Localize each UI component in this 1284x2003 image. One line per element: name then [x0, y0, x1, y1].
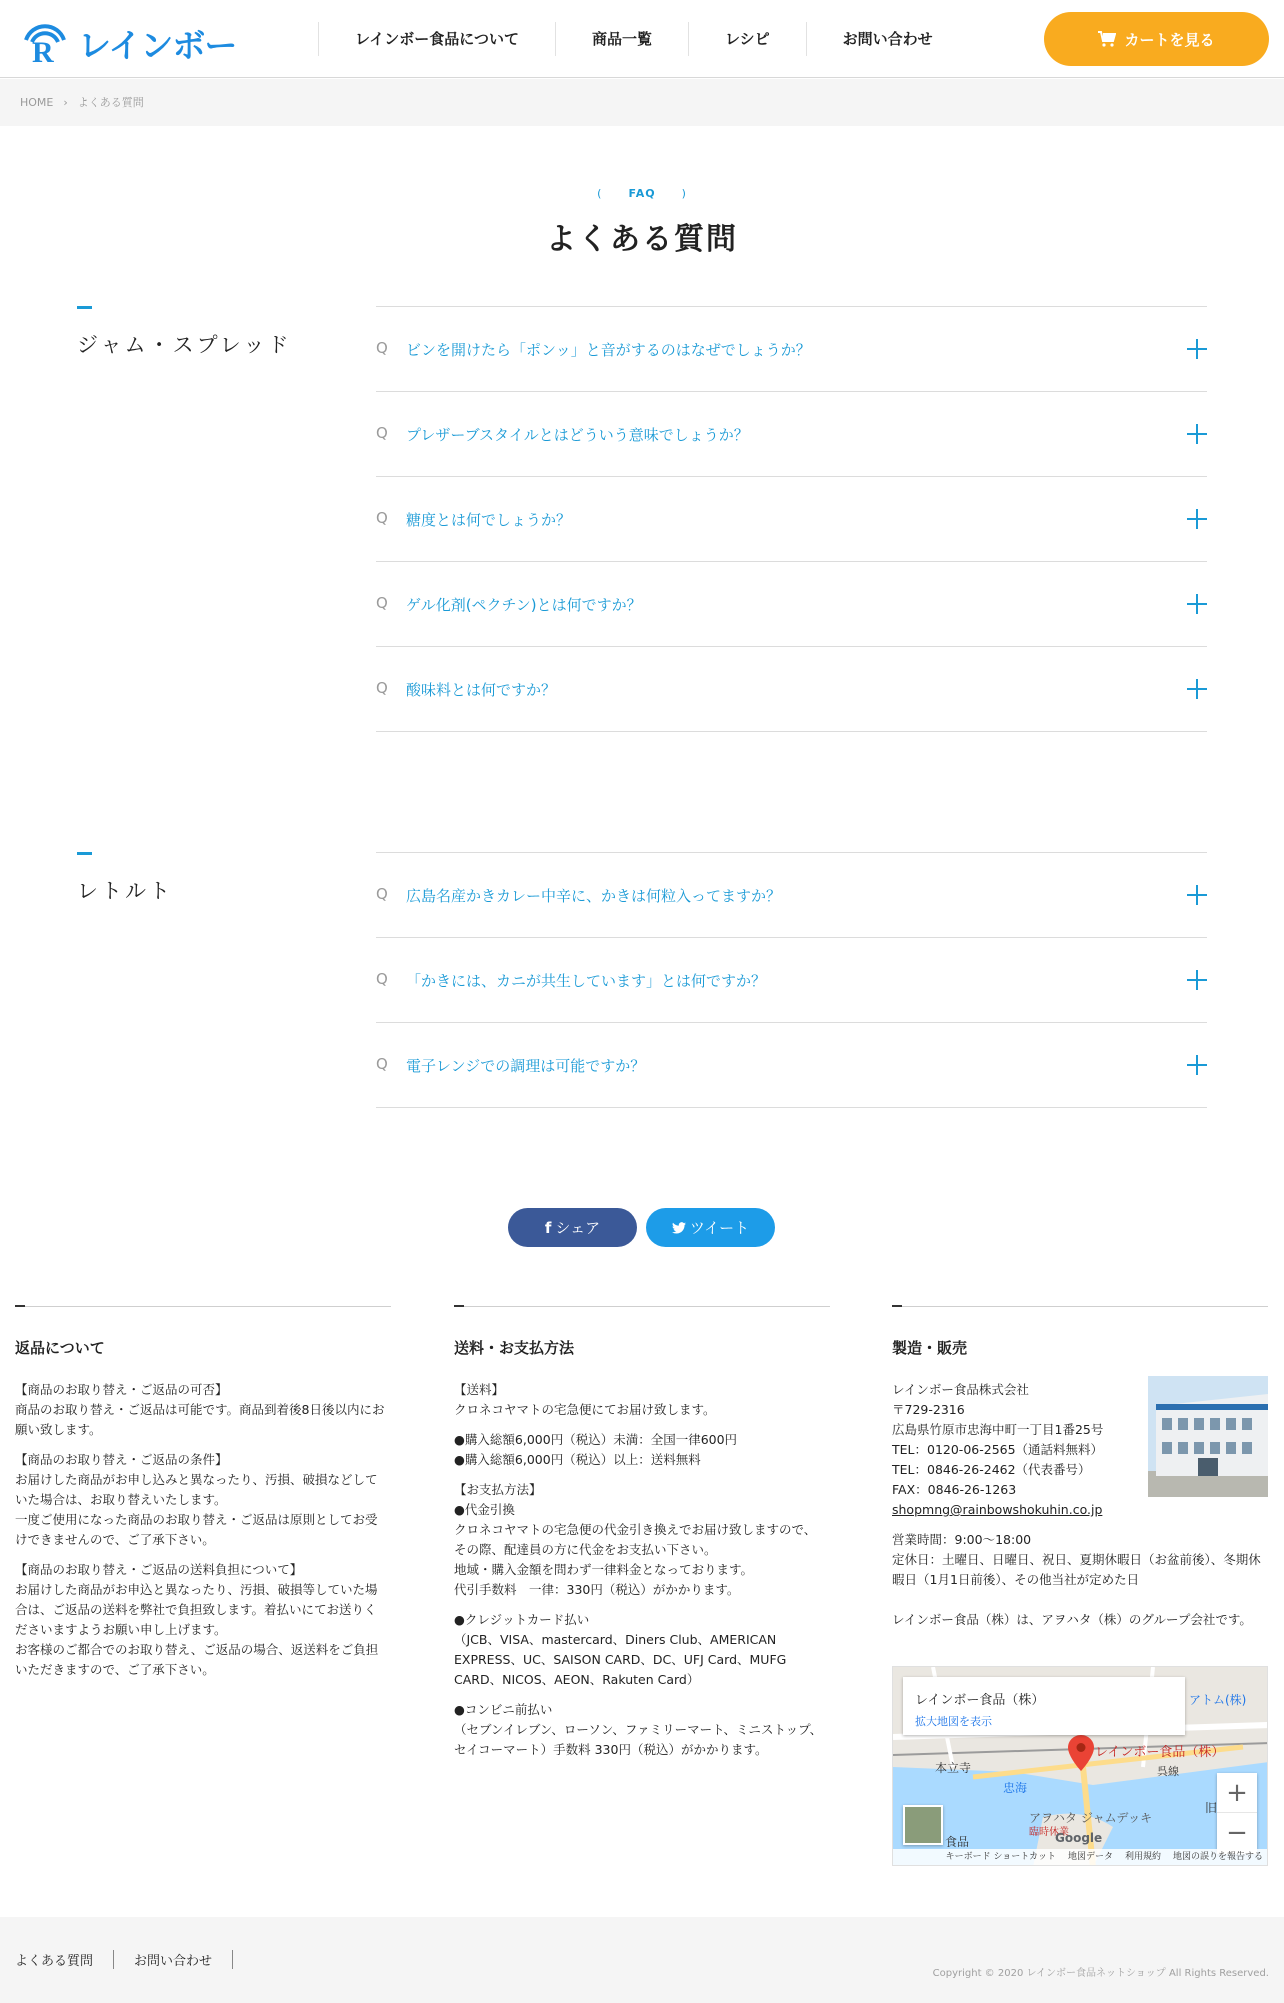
faq-item[interactable] — [376, 853, 1207, 938]
plus-icon[interactable] — [1187, 970, 1207, 990]
twitter-share-button[interactable] — [646, 1208, 775, 1247]
shipping-paragraph: ●購入総額6,000円（税込）未満：全国一律600円 ●購入総額6,000円（税込）以上：送料無料 — [454, 1432, 738, 1467]
bottom-link-contact[interactable]: お問い合わせ — [134, 1950, 233, 1969]
eyebrow-open: ( — [597, 187, 603, 200]
svg-text:R: R — [32, 36, 54, 64]
bottom-links — [15, 1950, 253, 1969]
map-pin-label: レインボー食品（株） — [1095, 1745, 1225, 1760]
map-label: 本立寺 — [935, 1761, 972, 1775]
chevron-right-icon: › — [63, 95, 68, 109]
map-label: 臨時休業 — [1029, 1827, 1069, 1838]
faq-item[interactable] — [376, 562, 1207, 647]
returns-paragraph: 【商品のお取り替え・ご返品の送料負担について】 お届けした商品がお申込と異なったり、汚損、破損等していた場合は、ご返品の送料を弊社で負担致します。着払いにてお送りくださいますようお願い申し上げます。 お客様のご都合でのお取り替え、ご返品の場合、返送料をご負担いただきますので、ご了承下さい。 — [15, 1562, 379, 1677]
plus-icon[interactable] — [1187, 424, 1207, 444]
faq-question[interactable]: プレザーブスタイルとはどういう意味でしょうか？ — [406, 426, 749, 444]
faq-question[interactable]: 「かきには、カニが共生しています」とは何ですか？ — [406, 972, 767, 990]
site-logo[interactable] — [20, 18, 240, 64]
fax: FAX：0846-26-1263 — [892, 1482, 1017, 1497]
map-label: アヲハタ ジャムデッキ — [1029, 1811, 1153, 1825]
q-mark: Q — [376, 594, 388, 612]
faq-question[interactable]: 電子レンジでの調理は可能ですか？ — [406, 1057, 646, 1075]
map-label: アトム(株) — [1189, 1693, 1247, 1707]
nav-products[interactable]: 商品一覧 — [555, 22, 688, 56]
holidays: 定休日：土曜日、日曜日、祝日、夏期休暇日（お盆前後）、冬期休暇日（1月1日前後）、その他当社が定めた日 — [892, 1552, 1261, 1587]
q-mark: Q — [376, 679, 388, 697]
site-header — [0, 0, 1284, 78]
twitter-icon — [672, 1222, 686, 1234]
returns-paragraph: 【商品のお取り替え・ご返品の可否】 商品のお取り替え・ご返品は可能です。商品到着後8日後以内にお願い致します。 — [15, 1382, 385, 1437]
faq-item[interactable] — [376, 477, 1207, 562]
divider — [892, 1306, 1268, 1307]
footer-returns — [15, 1306, 391, 1690]
company-name: レインボー食品株式会社 — [892, 1382, 1029, 1397]
zoom-out-button[interactable]: − — [1226, 1818, 1248, 1848]
email-link[interactable]: shopmng@rainbowshokuhin.co.jp — [892, 1502, 1103, 1517]
building-photo — [1148, 1376, 1268, 1497]
satellite-toggle[interactable] — [903, 1805, 943, 1845]
facebook-icon: f — [544, 1218, 552, 1237]
faq-item[interactable] — [376, 1023, 1207, 1108]
faq-question[interactable]: ゲル化剤(ペクチン)とは何ですか？ — [406, 596, 642, 614]
faq-list-jam — [376, 306, 1207, 732]
maker-title: 製造・販売 — [892, 1339, 968, 1357]
plus-icon[interactable] — [1187, 594, 1207, 614]
global-nav — [318, 22, 969, 56]
faq-item[interactable] — [376, 307, 1207, 392]
divider — [15, 1306, 391, 1307]
page-title: よくある質問 — [546, 222, 738, 257]
google-logo: Google — [1055, 1831, 1103, 1845]
plus-icon[interactable] — [1187, 679, 1207, 699]
q-mark: Q — [376, 1055, 388, 1073]
map-data[interactable]: 地図データ — [1067, 1852, 1113, 1862]
map-label: 呉線 — [1157, 1765, 1179, 1778]
map-label: 忠海 — [1003, 1781, 1028, 1795]
plus-icon[interactable] — [1187, 1055, 1207, 1075]
logo-text: レインボー — [78, 26, 237, 65]
returns-body — [15, 1380, 385, 1680]
tel-free: TEL：0120-06-2565（通話料無料） — [892, 1442, 1104, 1457]
category-jam — [77, 306, 292, 359]
map-info-card — [903, 1677, 1185, 1735]
eyebrow-close: ) — [681, 187, 687, 200]
map-enlarge-link[interactable]: 拡大地図を表示 — [915, 1715, 992, 1728]
cart-icon — [1098, 31, 1116, 47]
shipping-paragraph: ●クレジットカード払い （JCB、VISA、mastercard、Diners Club、AMERICAN EXPRESS、UC、SAISON CARD、DC、UFJ Card、MUFG CARD、NICOS、AEON、Rakuten Card） — [454, 1612, 787, 1687]
plus-icon[interactable] — [1187, 509, 1207, 529]
faq-item[interactable] — [376, 938, 1207, 1023]
map-keyboard-shortcuts[interactable]: キーボード ショートカット — [945, 1852, 1056, 1862]
faq-question[interactable]: 酸味料とは何ですか？ — [406, 681, 557, 699]
returns-title: 返品について — [15, 1339, 105, 1357]
map-pin-icon — [1068, 1735, 1094, 1771]
map-footer — [893, 1849, 1268, 1865]
category-title: ジャム・スプレッド — [77, 333, 292, 357]
zoom-in-button[interactable]: + — [1217, 1773, 1257, 1813]
category-marker — [77, 306, 92, 309]
footer-shipping — [454, 1306, 830, 1770]
divider — [454, 1306, 830, 1307]
faq-question[interactable]: 広島名産かきカレー中辛に、かきは何粒入ってますか？ — [406, 887, 782, 905]
faq-item[interactable] — [376, 647, 1207, 732]
map-report[interactable]: 地図の誤りを報告する — [1172, 1852, 1263, 1862]
q-mark: Q — [376, 509, 388, 527]
cart-button[interactable] — [1044, 12, 1269, 66]
address: 広島県竹原市忠海中町一丁目1番25号 — [892, 1422, 1104, 1437]
breadcrumb-current: よくある質問 — [77, 96, 144, 109]
shipping-title: 送料・お支払方法 — [454, 1339, 575, 1357]
page-eyebrow — [0, 187, 1284, 200]
twitter-share-label: ツイート — [689, 1219, 750, 1237]
cart-label: カートを見る — [1124, 30, 1215, 49]
nav-about[interactable]: レインボー食品について — [318, 22, 555, 56]
q-mark: Q — [376, 339, 388, 357]
nav-recipes[interactable]: レシピ — [688, 22, 806, 56]
q-mark: Q — [376, 970, 388, 988]
q-mark: Q — [376, 885, 388, 903]
map-terms[interactable]: 利用規約 — [1124, 1852, 1161, 1862]
faq-list-retort — [376, 852, 1207, 1108]
shipping-paragraph: ●コンビニ前払い （セブンイレブン、ローソン、ファミリーマート、ミニストップ、セイコーマート）手数料 330円（税込）がかかります。 — [454, 1702, 823, 1757]
shipping-paragraph: 【お支払方法】 ●代金引換 クロネコヤマトの宅急便の代金引き換えでお届け致しますので、その際、配達員の方に代金をお支払い下さい。 地域・購入金額を問わず一律料金となっております。 代引手数料 一律：330円（税込）がかかります。 — [454, 1482, 817, 1597]
group-note: レインボー食品（株）は、アヲハタ（株）のグループ会社です。 — [892, 1612, 1252, 1627]
google-map[interactable] — [892, 1666, 1268, 1866]
tel-main: TEL：0846-26-2462（代表番号） — [892, 1462, 1091, 1477]
map-zoom-control — [1217, 1773, 1257, 1854]
q-mark: Q — [376, 424, 388, 442]
business-hours: 営業時間：9:00〜18:00 — [892, 1532, 1032, 1547]
category-retort — [77, 852, 173, 905]
plus-icon[interactable] — [1187, 339, 1207, 359]
bottom-bar — [0, 1917, 1284, 2003]
faq-question[interactable]: ビンを開けたら「ポンッ」と音がするのはなぜでしょうか？ — [406, 341, 811, 359]
category-title: レトルト — [77, 879, 173, 903]
plus-icon[interactable] — [1187, 885, 1207, 905]
nav-contact[interactable]: お問い合わせ — [806, 22, 969, 56]
facebook-share-button[interactable] — [508, 1208, 637, 1247]
shipping-body — [454, 1380, 824, 1760]
breadcrumb-home[interactable]: HOME — [20, 95, 54, 109]
zip: 〒729-2316 — [892, 1402, 965, 1417]
copyright: Copyright © 2020 レインボー食品ネットショップ All Rights Reserved. — [932, 1968, 1269, 1979]
map-label: 食品 — [945, 1835, 970, 1849]
breadcrumb — [0, 79, 1284, 126]
faq-question[interactable]: 糖度とは何でしょうか？ — [406, 511, 572, 529]
shipping-paragraph: 【送料】 クロネコヤマトの宅急便にてお届け致します。 — [454, 1382, 716, 1417]
returns-paragraph: 【商品のお取り替え・ご返品の条件】 お届けした商品がお申し込みと異なったり、汚損、破損などしていた場合は、お取り替えいたします。 一度ご使用になった商品のお取り替え・ご返品は原則としてお受けできませんので、ご了承下さい。 — [15, 1452, 378, 1547]
facebook-share-label: シェア — [555, 1219, 601, 1237]
eyebrow-text: FAQ — [628, 187, 656, 200]
rainbow-logo-icon — [20, 18, 70, 64]
map-place-name: レインボー食品（株） — [915, 1693, 1045, 1708]
category-marker — [77, 852, 92, 855]
bottom-link-faq[interactable]: よくある質問 — [15, 1950, 114, 1969]
map-label: 旧 — [1205, 1801, 1218, 1815]
faq-item[interactable] — [376, 392, 1207, 477]
